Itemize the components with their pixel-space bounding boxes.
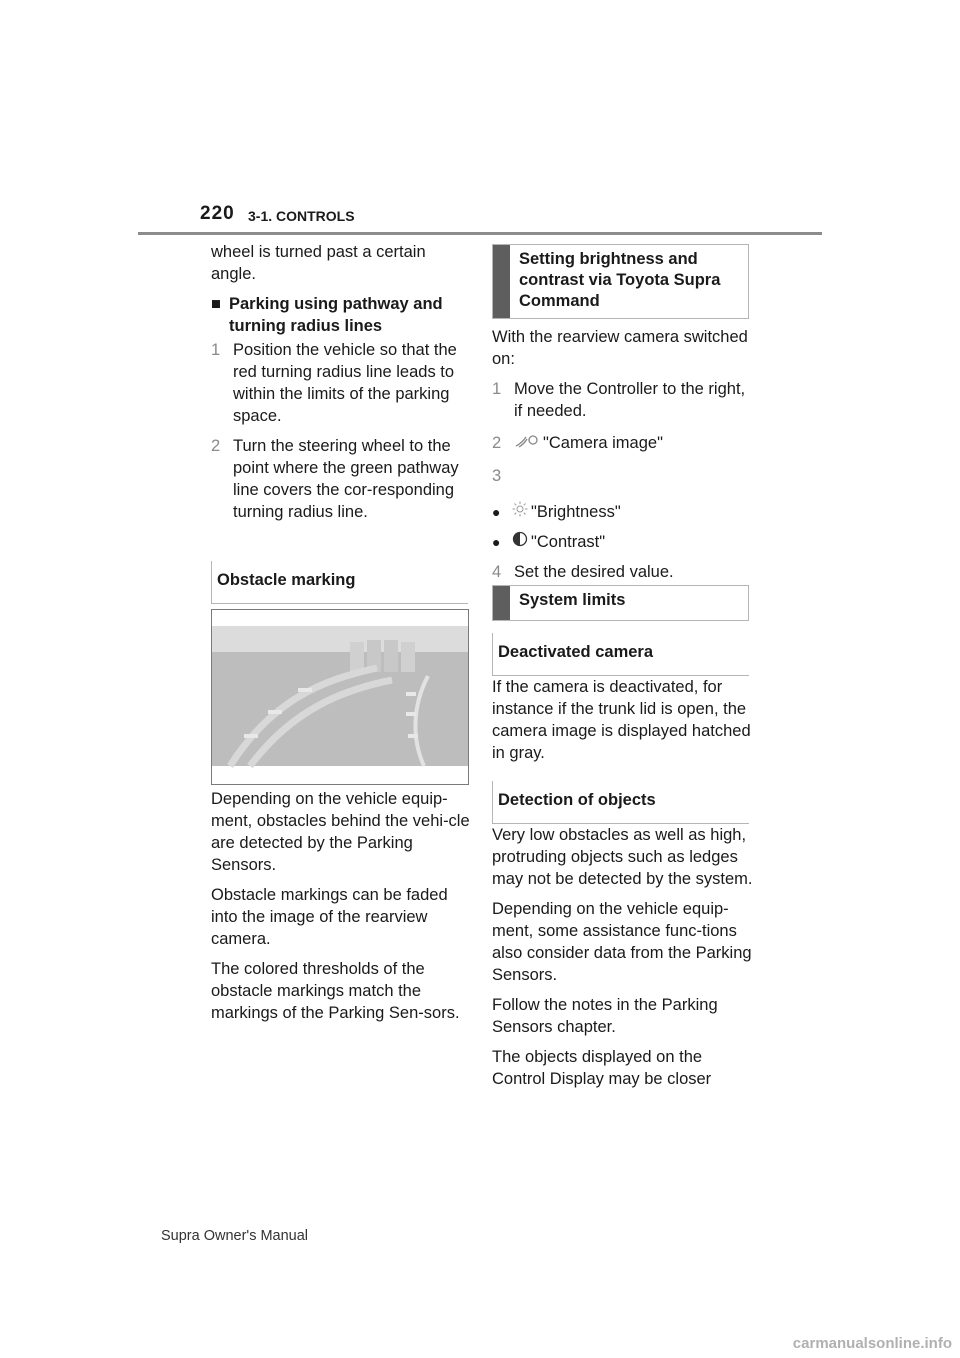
step-number: 1 [211,341,221,359]
brightness-icon [512,501,528,523]
bullet-item [492,531,754,553]
parking-heading-text: Parking using pathway and turning radius lines [229,295,443,335]
header-rule [138,232,822,235]
intro-text: wheel is turned past a certain angle. [211,243,426,283]
camera-illustration [212,610,468,784]
brightness-box-text: Setting brightness and contrast via Toyota Supra Command [519,250,721,310]
step-item [492,432,754,455]
step-text: "Camera image" [543,434,663,452]
bullet-text: "Contrast" [531,532,606,551]
camera-image-icon [514,433,540,455]
obstacle-heading-block [211,561,468,604]
step-item [492,561,754,583]
detection-body [492,824,754,1098]
manual-title: Supra Owner's Manual [161,1228,309,1244]
step-number: 3 [492,466,502,485]
detection-heading-block [492,781,749,824]
rearview-camera-figure [211,609,469,785]
paragraph: Depending on the vehicle equip-ment, some assistance func-tions also consider data from the Parking Sensors. [492,900,752,984]
step-item [211,339,473,427]
deactivated-heading-text: Deactivated camera [498,643,654,661]
step-number: 1 [492,380,502,398]
step-text: Move the Controller to the right, if needed. [514,380,746,420]
obstacle-heading-text: Obstacle marking [217,571,356,589]
brightness-box-heading [492,244,749,319]
step-item [492,378,754,422]
section-title: 3-1. CONTROLS [248,208,355,224]
step-text: Position the vehicle so that the red turning radius line leads to within the limits of the parking space. [233,341,457,425]
left-column-upper [211,241,473,523]
step-number: 4 [492,562,502,581]
intro-text: With the rearview camera switched on: [492,328,748,368]
bullet-dot-icon: ● [492,503,501,520]
paragraph: The objects displayed on the Control Display may be closer [492,1048,712,1088]
bullet-dot-icon: ● [492,533,501,550]
right-column-steps [492,326,754,583]
detection-heading [492,781,749,824]
watermark[interactable]: carmanualsonline.info [792,1335,952,1352]
bullet-text: "Brightness" [531,502,621,521]
bullet-item [492,501,754,523]
deactivated-heading [492,633,749,676]
page-number: 220 [200,203,235,224]
obstacle-heading [211,561,468,604]
paragraph: Very low obstacles as well as high, protruding objects such as ledges may not be detected by the system. [492,826,753,888]
paragraph: The colored thresholds of the obstacle markings match the markings of the Parking Sen-sors. [211,960,460,1022]
step-number: 2 [492,434,502,452]
parking-heading [211,293,473,337]
step-text: Turn the steering wheel to the point where the green pathway line covers the cor-responding turning radius line. [233,437,459,521]
step-text: Set the desired value. [514,562,674,581]
step-number: 2 [211,437,221,455]
paragraph: Depending on the vehicle equip-ment, obstacles behind the vehi-cle are detected by the Parking Sensors. [211,790,470,874]
detection-heading-text: Detection of objects [498,791,656,809]
system-limits-box-text: System limits [519,591,626,609]
deactivated-body [492,676,754,772]
left-column-lower [211,788,473,1032]
contrast-icon [512,531,528,553]
paragraph: Obstacle markings can be faded into the image of the rearview camera. [211,886,448,948]
deactivated-heading-block [492,633,749,676]
system-limits-box-heading [492,585,749,621]
paragraph: If the camera is deactivated, for instance if the trunk lid is open, the camera image is displayed hatched in gray. [492,678,751,762]
step-item [492,465,754,487]
square-bullet-icon: ■ [211,295,221,313]
step-item [211,435,473,523]
paragraph: Follow the notes in the Parking Sensors chapter. [492,996,718,1036]
